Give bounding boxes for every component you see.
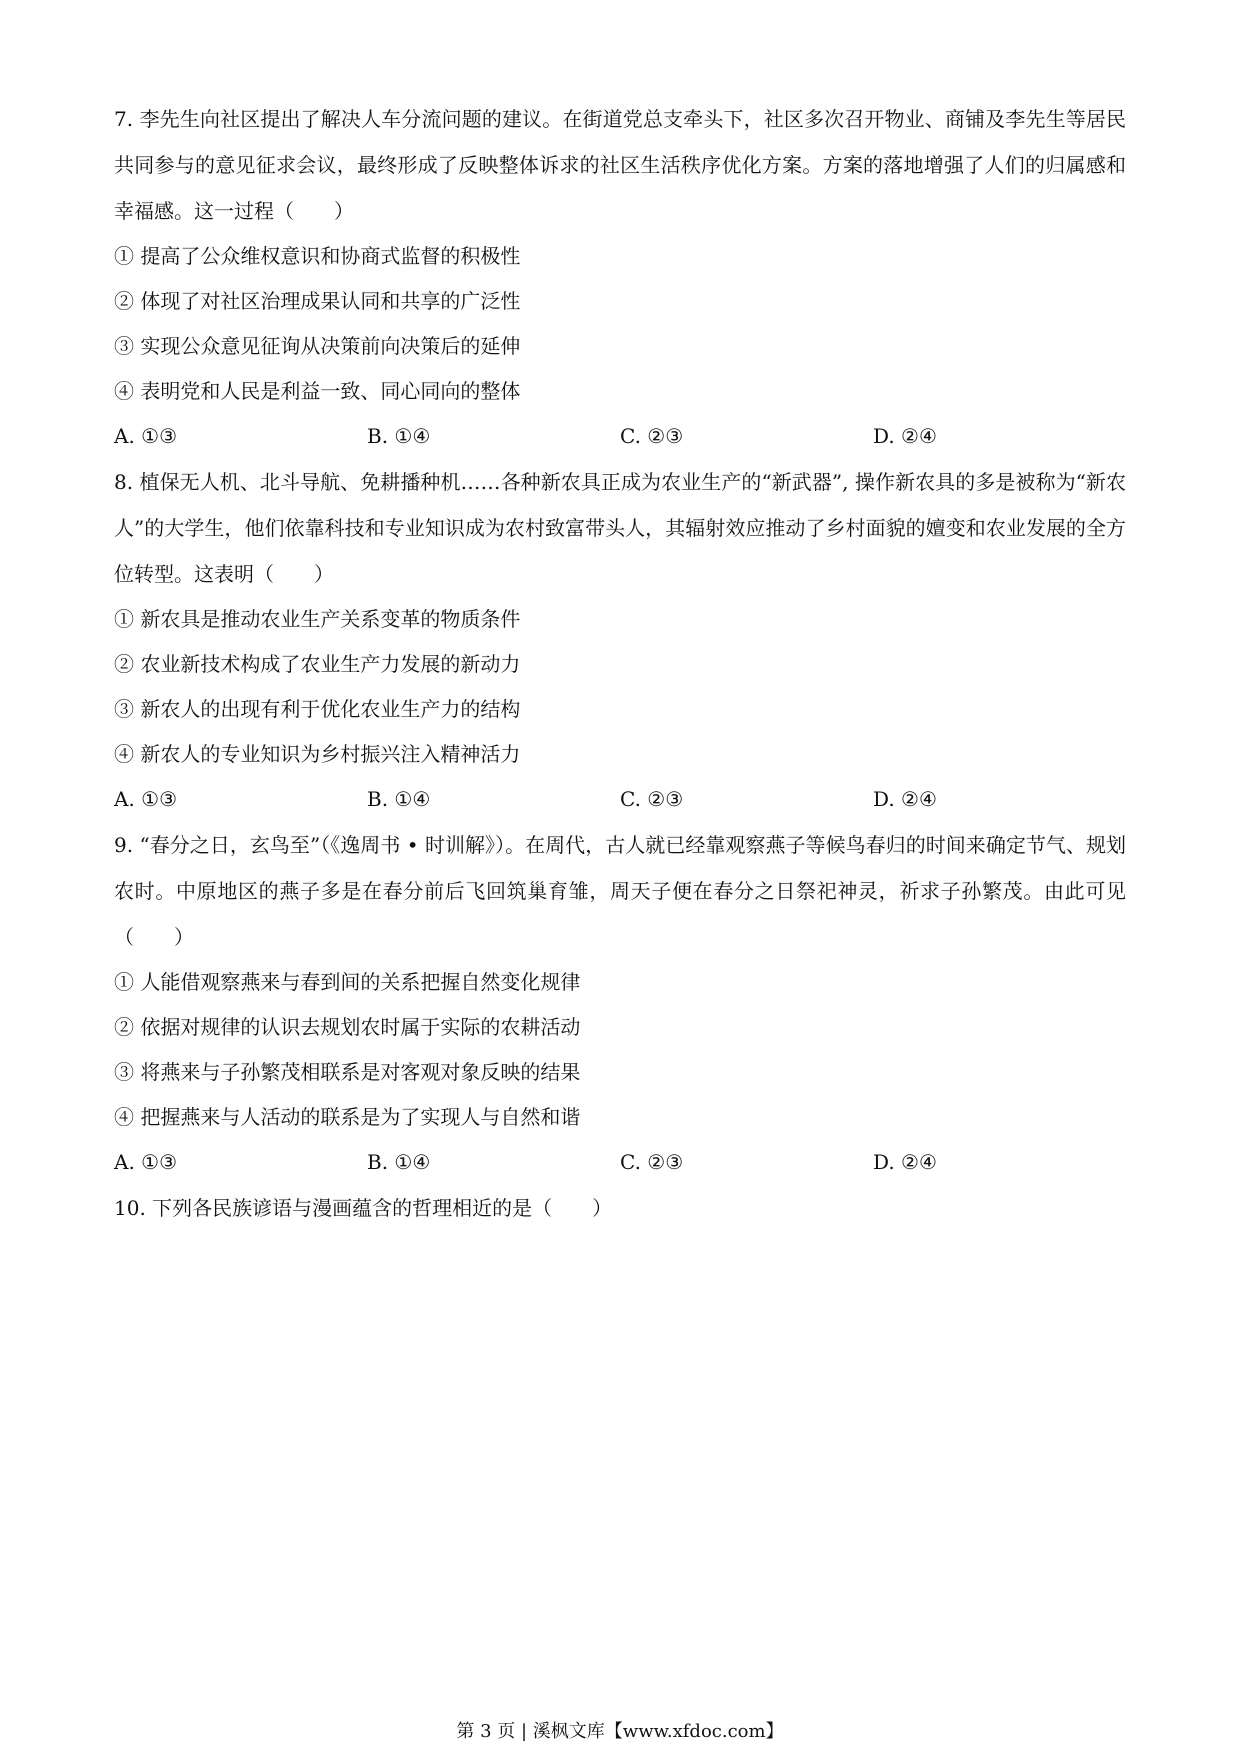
statement-4: ④ 把握燕来与人活动的联系是为了实现人与自然和谐 (114, 1105, 581, 1129)
question-stem: 9. “春分之日，玄鸟至”（《逸周书 • 时训解》）。在周代，古人就已经靠观察燕子等候鸟春归的时间来确定节气、规划农时。中原地区的燕子多是在春分前后飞回筑巢育雏，周天子便在春分之日祭祀神灵，祈求子孙繁茂。由此可见（ ） (114, 833, 1126, 949)
statement-3: ③ 新农人的出现有利于优化农业生产力的结构 (114, 697, 521, 721)
page-content (114, 96, 1126, 1231)
choice-d: D. ②④ (873, 787, 937, 811)
answer-choices (114, 1140, 1126, 1185)
statement-2: ② 体现了对社区治理成果认同和共享的广泛性 (114, 289, 521, 313)
page-footer: 第 3 页 | 溪枫文库【www.xfdoc.com】 (456, 1721, 784, 1742)
choice-a: A. ①③ (114, 1150, 178, 1174)
choice-c: C. ②③ (620, 424, 684, 448)
choice-b: B. ①④ (367, 1150, 431, 1174)
statement-1: ① 提高了公众维权意识和协商式监督的积极性 (114, 244, 521, 268)
choice-b: B. ①④ (367, 424, 431, 448)
question-7 (114, 96, 1126, 459)
question-stem: 7. 李先生向社区提出了解决人车分流问题的建议。在街道党总支牵头下，社区多次召开物业、商铺及李先生等居民共同参与的意见征求会议，最终形成了反映整体诉求的社区生活秩序优化方案。方案的落地增强了人们的归属感和幸福感。这一过程（ ） (114, 107, 1126, 223)
statement-4: ④ 新农人的专业知识为乡村振兴注入精神活力 (114, 742, 521, 766)
answer-choices (114, 414, 1126, 459)
question-8 (114, 459, 1126, 822)
answer-choices (114, 777, 1126, 822)
statement-1: ① 人能借观察燕来与春到间的关系把握自然变化规律 (114, 970, 581, 994)
choice-d: D. ②④ (873, 424, 937, 448)
question-stem: 10. 下列各民族谚语与漫画蕴含的哲理相近的是（ ） (114, 1196, 613, 1220)
question-9 (114, 822, 1126, 1185)
statement-2: ② 依据对规律的认识去规划农时属于实际的农耕活动 (114, 1015, 581, 1039)
choice-a: A. ①③ (114, 424, 178, 448)
choice-a: A. ①③ (114, 787, 178, 811)
choice-d: D. ②④ (873, 1150, 937, 1174)
choice-b: B. ①④ (367, 787, 431, 811)
statement-1: ① 新农具是推动农业生产关系变革的物质条件 (114, 607, 521, 631)
statement-3: ③ 实现公众意见征询从决策前向决策后的延伸 (114, 334, 521, 358)
statement-3: ③ 将燕来与子孙繁茂相联系是对客观对象反映的结果 (114, 1060, 581, 1084)
statement-2: ② 农业新技术构成了农业生产力发展的新动力 (114, 652, 521, 676)
question-stem: 8. 植保无人机、北斗导航、免耕播种机……各种新农具正成为农业生产的“新武器”, 操作新农具的多是被称为“新农人”的大学生，他们依靠科技和专业知识成为农村致富带头人，其辐射效应推动了乡村面貌的嬗变和农业发展的全方位转型。这表明（ ） (114, 470, 1126, 586)
choice-c: C. ②③ (620, 787, 684, 811)
choice-c: C. ②③ (620, 1150, 684, 1174)
statement-4: ④ 表明党和人民是利益一致、同心同向的整体 (114, 379, 521, 403)
question-10 (114, 1185, 1126, 1231)
